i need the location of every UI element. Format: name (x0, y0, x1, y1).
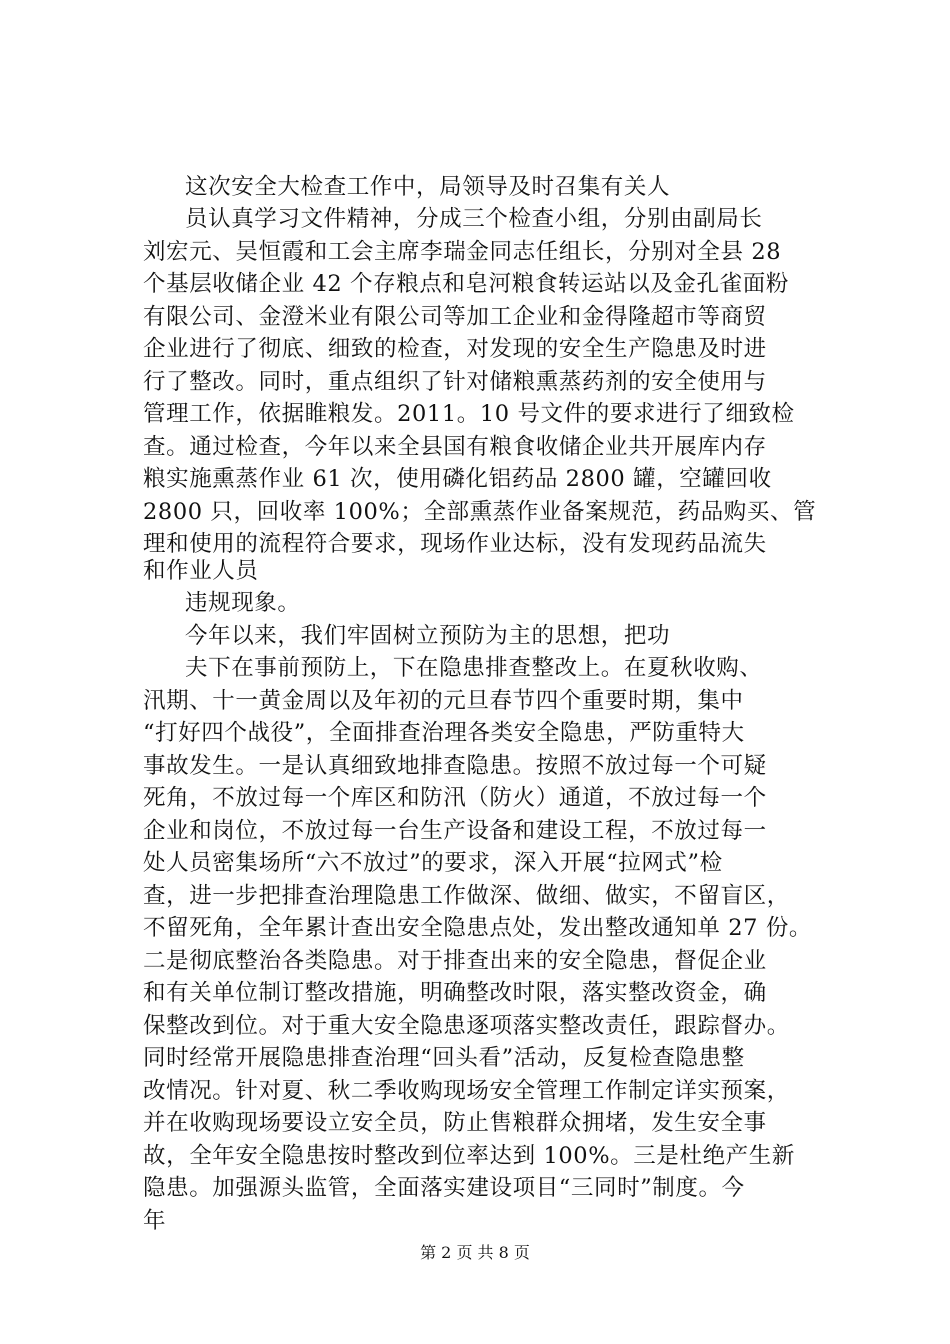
text-line: 故，全年安全隐患按时整改到位率达到 100%。三是杜绝产生新 (143, 1143, 795, 1169)
text-line: 同时经常开展隐患排查治理“回头看”活动，反复检查隐患整 (143, 1045, 745, 1071)
text-line: 查。通过检查，今年以来全县国有粮食收储企业共开展库内存 (143, 434, 767, 460)
text-line: 理和使用的流程符合要求，现场作业达标，没有发现药品流失 (143, 531, 767, 557)
text-line: 这次安全大检查工作中，局领导及时召集有关人 (185, 174, 671, 200)
text-line: 夫下在事前预防上，下在隐患排查整改上。在夏秋收购、 (185, 655, 763, 681)
text-line: 汛期、十一黄金周以及年初的元旦春节四个重要时期，集中 (143, 688, 744, 714)
text-line: 2800 只，回收率 100%；全部熏蒸作业备案规范，药品购买、管 (143, 499, 817, 525)
text-line: 粮实施熏蒸作业 61 次，使用磷化铝药品 2800 罐，空罐回收 (143, 466, 772, 492)
text-line: 不留死角，全年累计查出安全隐患点处，发出整改通知单 27 份。 (143, 915, 813, 941)
text-line: 并在收购现场要设立安全员，防止售粮群众拥堵，发生安全事 (143, 1110, 767, 1136)
text-line: 行了整改。同时，重点组织了针对储粮熏蒸药剂的安全使用与 (143, 369, 767, 395)
text-line: 管理工作，依据睢粮发。2011。10 号文件的要求进行了细致检 (143, 401, 795, 427)
text-line: 和有关单位制订整改措施，明确整改时限，落实整改资金，确 (143, 980, 767, 1006)
text-line: 二是彻底整治各类隐患。对于排查出来的安全隐患，督促企业 (143, 948, 767, 974)
text-line: 个基层收储企业 42 个存粮点和皂河粮食转运站以及金孔雀面粉 (143, 271, 789, 297)
text-line: 处人员密集场所“六不放过”的要求，深入开展“拉网式”检 (143, 850, 723, 876)
text-line: 企业进行了彻底、细致的检查，对发现的安全生产隐患及时进 (143, 336, 767, 362)
page-number-footer: 第 2 页 共 8 页 (420, 1243, 530, 1262)
text-line: 查，进一步把排查治理隐患工作做深、做细、做实，不留盲区， (143, 883, 790, 909)
text-line: 事故发生。一是认真细致地排查隐患。按照不放过每一个可疑 (143, 753, 767, 779)
text-line: 员认真学习文件精神，分成三个检查小组，分别由副局长 (185, 206, 763, 232)
text-line: 改情况。针对夏、秋二季收购现场安全管理工作制定详实预案， (143, 1078, 790, 1104)
text-line: 保整改到位。对于重大安全隐患逐项落实整改责任，跟踪督办。 (143, 1013, 790, 1039)
text-line: 死角，不放过每一个库区和防汛（防火）通道，不放过每一个 (143, 785, 767, 811)
text-line: “打好四个战役”，全面排查治理各类安全隐患，严防重特大 (143, 720, 745, 746)
text-line: 和作业人员 (143, 558, 259, 584)
text-line: 今年以来，我们牢固树立预防为主的思想，把功 (185, 623, 671, 649)
text-line: 隐患。加强源头监管，全面落实建设项目“三同时”制度。今 (143, 1175, 745, 1201)
text-line: 年 (143, 1208, 167, 1234)
text-line: 企业和岗位，不放过每一台生产设备和建设工程，不放过每一 (143, 818, 767, 844)
text-line: 有限公司、金澄米业有限公司等加工企业和金得隆超市等商贸 (143, 304, 767, 330)
text-line: 刘宏元、吴恒霞和工会主席李瑞金同志任组长，分别对全县 28 (143, 239, 782, 265)
text-line: 违规现象。 (185, 590, 301, 616)
